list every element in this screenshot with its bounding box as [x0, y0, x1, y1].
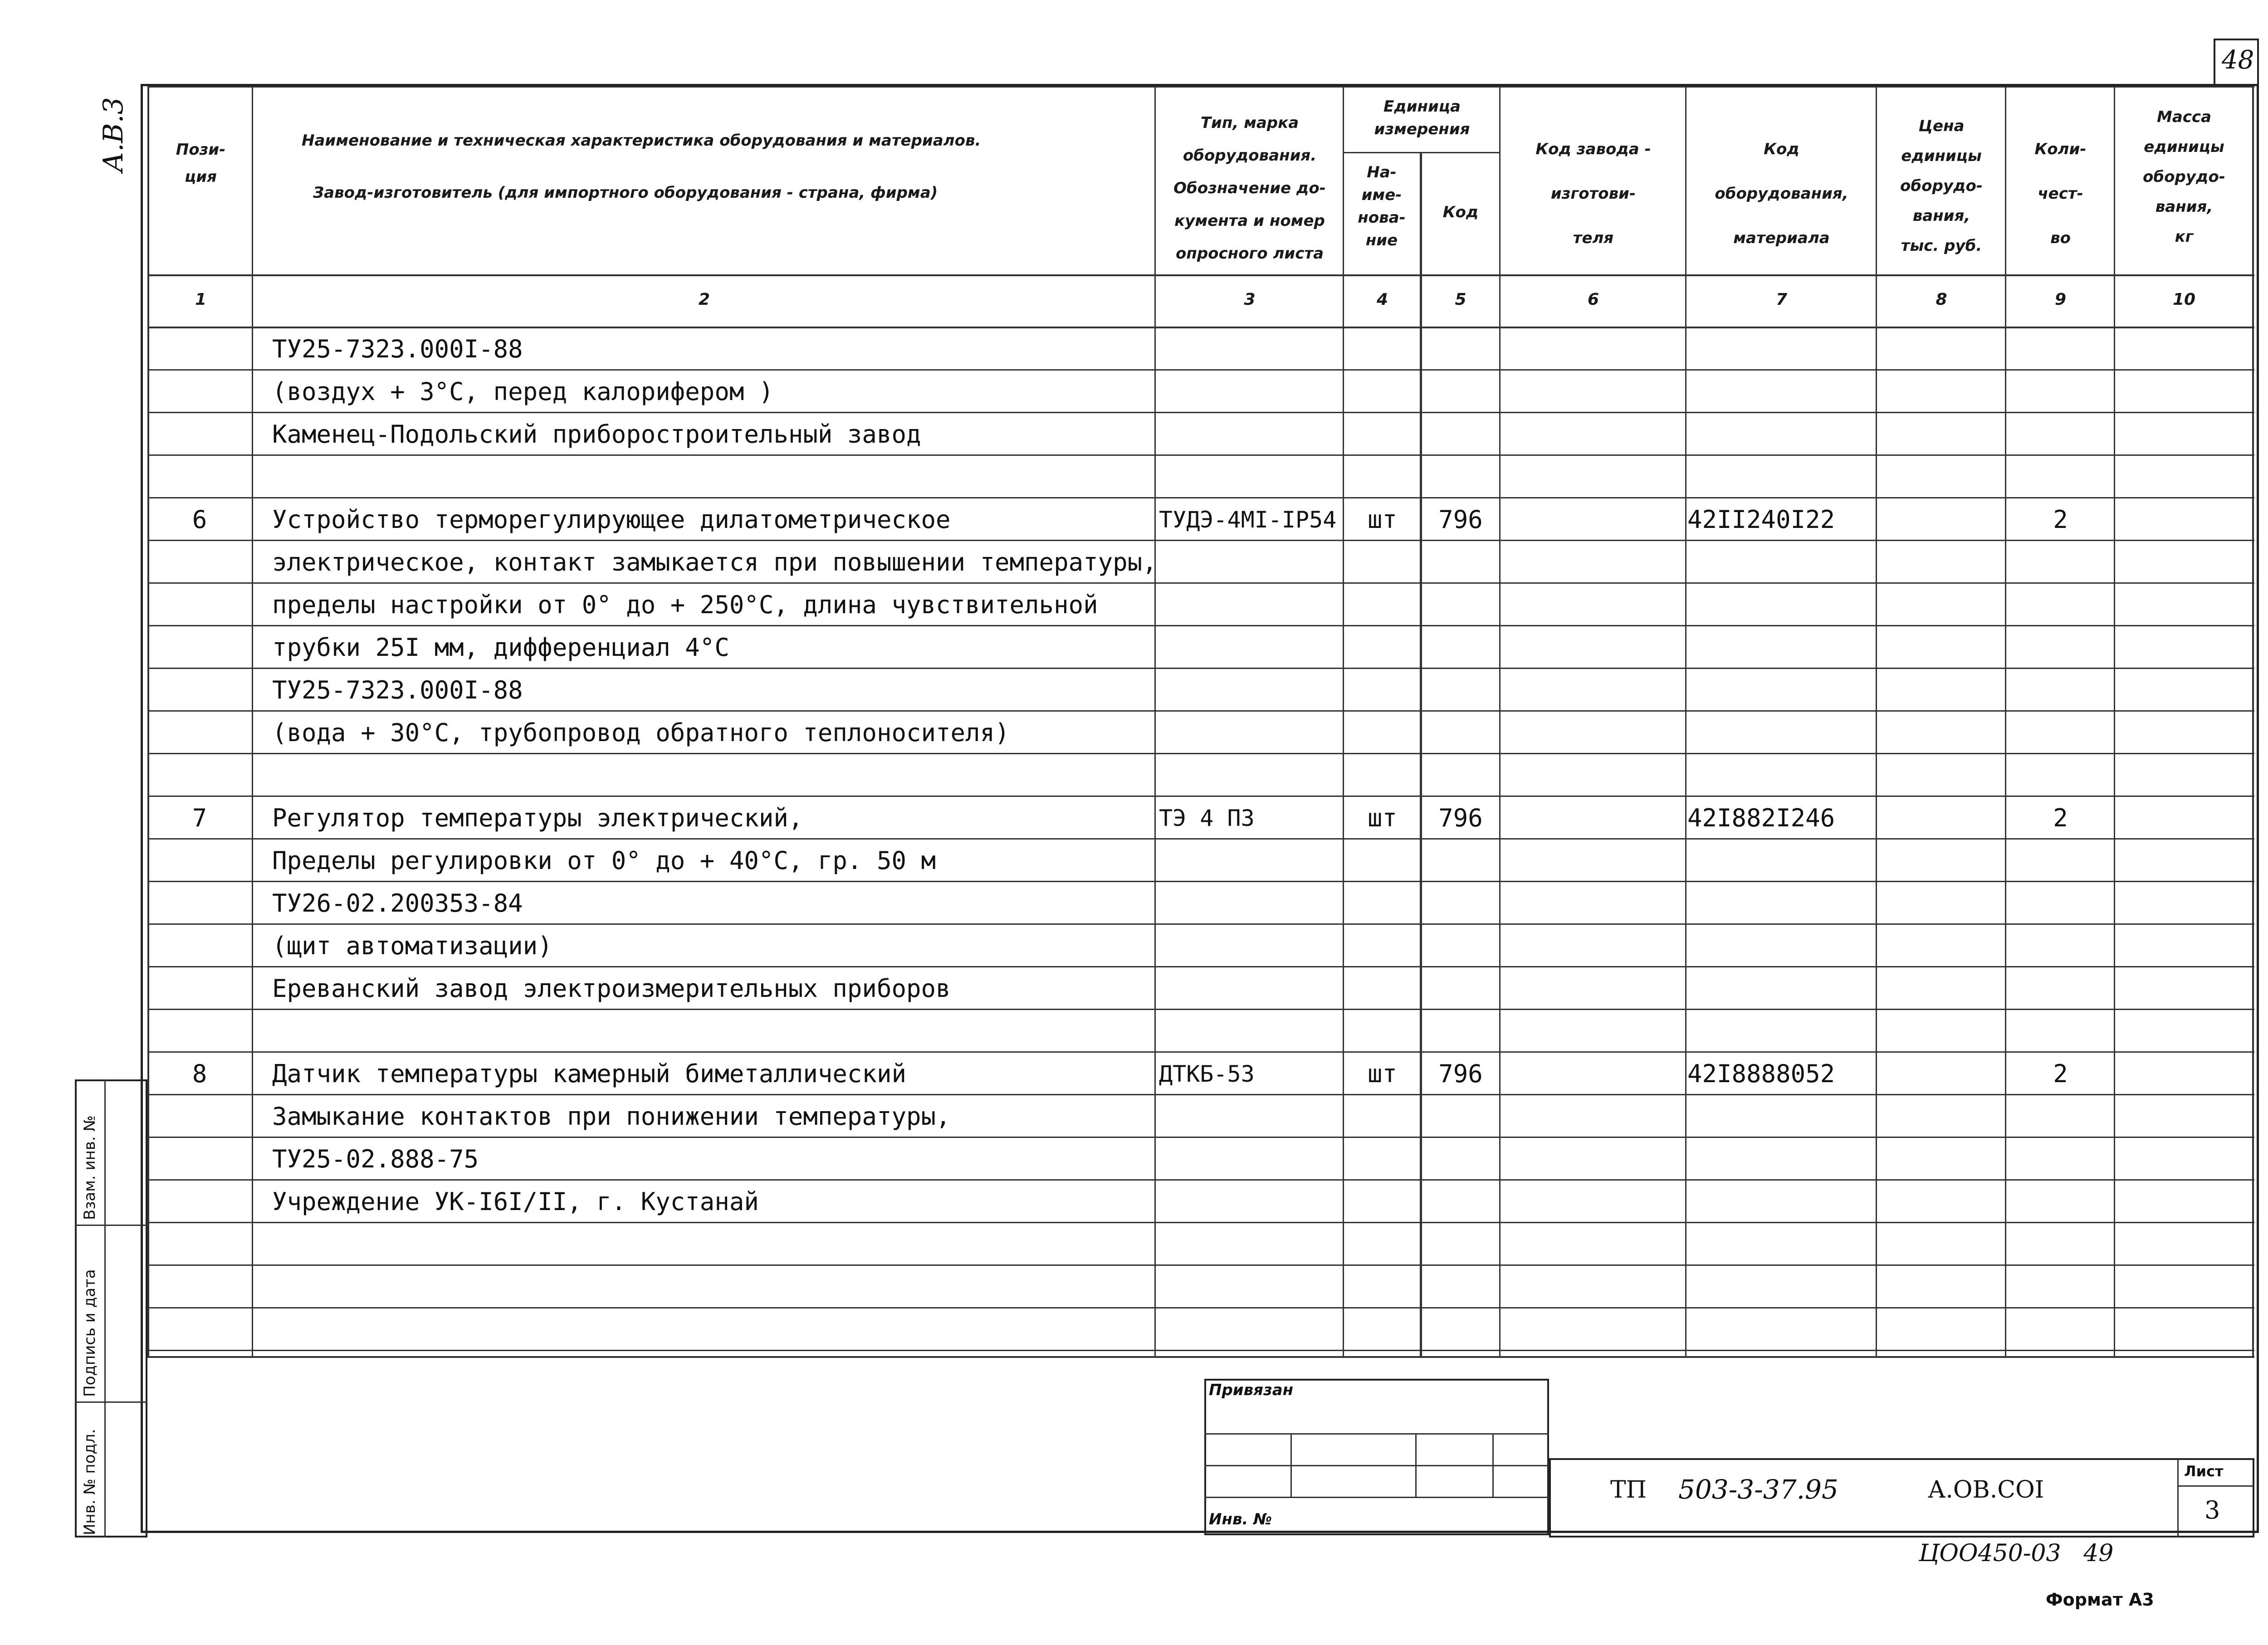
cell-name: ТУ25-02.888-75: [272, 1145, 479, 1173]
header-material-code: Код оборудования, материала: [1715, 140, 1848, 247]
row-divider: [147, 1222, 2254, 1223]
cell-mat-code: 42I8888052: [1687, 1059, 1835, 1088]
cell-mat-code: 42II240I22: [1687, 505, 1835, 534]
row-divider: [147, 369, 2254, 371]
cell-name: Регулятор температуры электрический,: [272, 804, 803, 832]
cell-name: ТУ26-02.200353-84: [272, 889, 523, 918]
stamp-inv-podl: Инв. № подл.: [81, 1429, 99, 1535]
row-divider: [147, 1094, 2254, 1095]
bottom-note: ЦОО450-03 49: [1919, 1540, 2114, 1567]
margin-note: А.В.3: [98, 97, 129, 172]
row-divider: [147, 668, 2254, 669]
cell-unit: шт: [1367, 804, 1398, 832]
inv-no-label: Инв. №: [1209, 1510, 1272, 1528]
row-divider: [147, 838, 2254, 840]
col-number-3: 3: [1244, 290, 1256, 309]
cell-name: (щит автоматизации): [272, 932, 552, 960]
row-divider: [147, 710, 2254, 712]
cell-pos: 7: [192, 804, 207, 832]
col-number-8: 8: [1936, 290, 1947, 309]
col-number-7: 7: [1775, 290, 1788, 309]
row-divider: [147, 540, 2254, 541]
header-unit-name: На- име- нова- ние: [1358, 163, 1406, 249]
row-divider: [147, 1307, 2254, 1308]
row-divider: [147, 412, 2254, 413]
cell-name: Датчик температуры камерный биметаллический: [272, 1059, 906, 1088]
cell-name: ТУ25-7323.000I-88: [272, 676, 523, 704]
cell-name: Каменец-Подольский приборостроительный завод: [272, 420, 921, 449]
row-divider: [147, 625, 2254, 626]
tp-label: ТП: [1610, 1476, 1647, 1503]
cell-name: Устройство терморегулирующее дилатометрическое: [272, 505, 951, 534]
cell-name: Замыкание контактов при понижении температуры,: [272, 1102, 951, 1131]
cell-qty: 2: [2053, 804, 2068, 832]
cell-qty: 2: [2053, 1059, 2068, 1088]
cell-type: ТУДЭ-4МI-IP54: [1159, 507, 1337, 533]
cell-name: ТУ25-7323.000I-88: [272, 335, 523, 363]
header-name-line2: Завод-изготовитель (для импортного оборудования - страна, фирма): [313, 184, 938, 202]
row-divider: [147, 1350, 2254, 1351]
row-divider: [147, 454, 2254, 456]
col-number-1: 1: [195, 290, 207, 309]
privyazan-label: Привязан: [1209, 1381, 1294, 1399]
header-quantity: Коли- чест- во: [2034, 140, 2087, 247]
cell-unit: шт: [1367, 505, 1398, 534]
cell-name: электрическое, контакт замыкается при повышении температуры,: [272, 548, 1157, 576]
row-divider: [147, 753, 2254, 754]
row-divider: [147, 881, 2254, 882]
header-unit-code: Код: [1442, 203, 1479, 221]
cell-type: ДТКБ-53: [1159, 1061, 1255, 1087]
header-factory-code: Код завода - изготови- теля: [1535, 140, 1651, 247]
row-divider: [147, 1179, 2254, 1181]
cell-pos: 8: [192, 1059, 207, 1088]
cell-name: Ереванский завод электроизмерительных приборов: [272, 974, 951, 1003]
row-divider: [147, 796, 2254, 797]
cell-name: Пределы регулировки от 0° до + 40°С, гр. 50 м: [272, 846, 936, 875]
stamp-zam-inv: Взам. инв. №: [81, 1115, 99, 1220]
col-number-2: 2: [698, 290, 710, 309]
row-divider: [147, 497, 2254, 498]
header-name-line1: Наименование и техническая характеристика оборудования и материалов.: [302, 132, 981, 150]
header-type: Тип, марка оборудования. Обозначение до- кумента и номер опросного листа: [1173, 114, 1326, 263]
header-price: Цена единицы оборудо- вания, тыс. руб.: [1900, 117, 1983, 255]
format-label: Формат А3: [2046, 1590, 2154, 1610]
cell-code: 796: [1438, 1059, 1483, 1088]
header-unit-group: Единица измерения: [1374, 98, 1470, 138]
cell-code: 796: [1438, 505, 1483, 534]
document-code: А.ОВ.СОI: [1928, 1476, 2044, 1503]
cell-name: Учреждение УК-I6I/II, г. Кустанай: [272, 1187, 759, 1216]
cell-unit: шт: [1367, 1059, 1398, 1088]
cell-code: 796: [1438, 804, 1483, 832]
col-number-10: 10: [2172, 290, 2196, 309]
col-number-5: 5: [1455, 290, 1466, 309]
cell-name: пределы настройки от 0° до + 250°С, длина чувствительной: [272, 591, 1098, 619]
stamp-podpis: Подпись и дата: [81, 1269, 99, 1397]
list-number: 3: [2204, 1496, 2220, 1524]
row-divider: [147, 1137, 2254, 1138]
cell-name: трубки 25I мм, дифференциал 4°С: [272, 633, 729, 662]
col-number-6: 6: [1587, 290, 1599, 309]
list-label: Лист: [2184, 1463, 2224, 1480]
cell-mat-code: 42I882I246: [1687, 804, 1835, 832]
row-divider: [147, 923, 2254, 925]
row-divider: [147, 966, 2254, 967]
cell-type: ТЭ 4 П3: [1159, 805, 1255, 831]
col-number-9: 9: [2054, 290, 2067, 309]
row-divider: [147, 1264, 2254, 1266]
col-number-4: 4: [1376, 290, 1388, 309]
cell-pos: 6: [192, 505, 207, 534]
row-divider: [147, 1051, 2254, 1053]
cell-name: (воздух + 3°С, перед калорифером ): [272, 377, 774, 406]
header-mass: Масса единицы оборудо- вания, кг: [2143, 108, 2225, 246]
header-position: Пози- ция: [176, 141, 226, 186]
row-divider: [147, 582, 2254, 584]
project-number: 503-3-37.95: [1678, 1474, 1838, 1505]
sheet-number-top: 48: [2222, 45, 2254, 75]
row-divider: [147, 1009, 2254, 1010]
cell-qty: 2: [2053, 505, 2068, 534]
cell-name: (вода + 30°С, трубопровод обратного теплоносителя): [272, 718, 1010, 747]
